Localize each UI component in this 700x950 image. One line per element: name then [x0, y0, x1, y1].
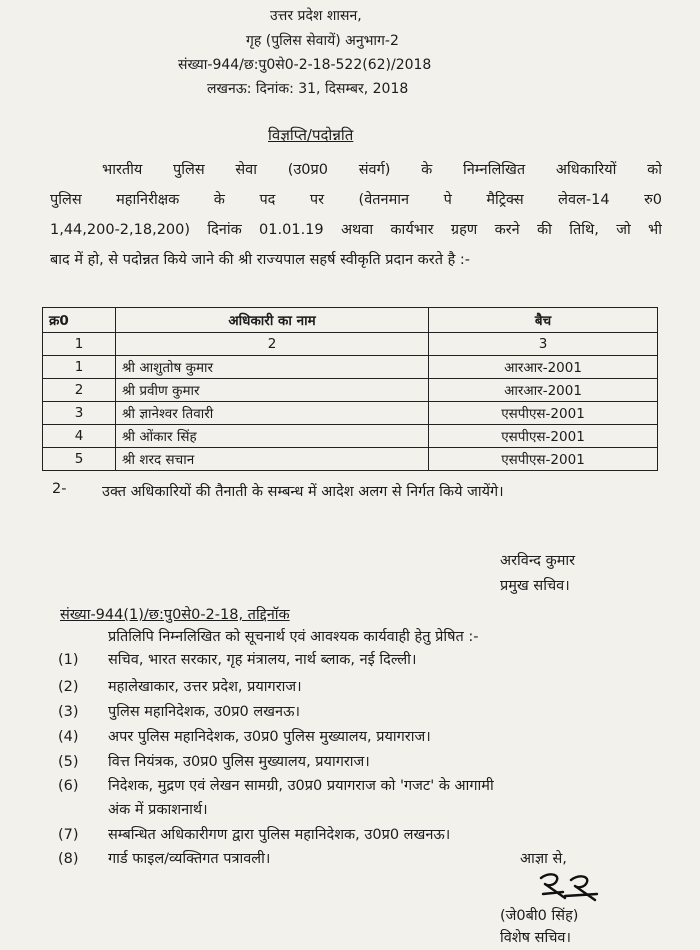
list-item-text: महालेखाकार, उत्तर प्रदेश, प्रयागराज।	[108, 679, 302, 695]
paragraph-line: भारतीय पुलिस सेवा (उ0प्र0 संवर्ग) के निम्नलिखित अधिकारियों को	[102, 162, 662, 178]
list-item-text: गार्ड फाइल/व्यक्तिगत पत्रावली।	[108, 851, 271, 867]
table-row	[43, 425, 658, 448]
paragraph-line: 1,44,200-2,18,200) दिनांक 01.01.19 अथवा कार्यभार ग्रहण करने की तिथि, जो भी	[50, 222, 662, 238]
batch-cell: आरआर-2001	[429, 356, 658, 379]
signatory-name: अरविन्द कुमार	[500, 553, 576, 569]
list-item-number: (6)	[58, 778, 79, 794]
serial-cell: 3	[43, 402, 116, 425]
serial-cell: 5	[43, 448, 116, 471]
note-text: उक्त अधिकारियों की तैनाती के सम्बन्ध में आदेश अलग से निर्गत किये जायेंगे।	[102, 484, 504, 500]
table-number-row	[43, 333, 658, 356]
letter-number: संख्या-944/छ:पु0से0-2-18-522(62)/2018	[178, 57, 432, 73]
list-item-number: (5)	[58, 754, 79, 770]
table-row	[43, 356, 658, 379]
list-item-number: (1)	[58, 652, 79, 668]
list-item-text: सचिव, भारत सरकार, गृह मंत्रालय, नार्थ ब्लाक, नई दिल्ली।	[108, 652, 417, 668]
table-row	[43, 402, 658, 425]
body-paragraph	[50, 155, 662, 275]
col-serial-header: क्र0	[43, 308, 116, 333]
serial-cell: 1	[43, 356, 116, 379]
handwritten-signature	[535, 870, 605, 906]
col-batch-header: बैच	[429, 308, 658, 333]
col-name-header: अधिकारी का नाम	[116, 308, 429, 333]
list-item-text: पुलिस महानिदेशक, उ0प्र0 लखनऊ।	[108, 704, 300, 720]
officer-name-cell: श्री ओंकार सिंह	[116, 425, 429, 448]
list-item-number: (7)	[58, 827, 79, 843]
copy-intro: प्रतिलिपि निम्नलिखित को सूचनार्थ एवं आवश्यक कार्यवाही हेतु प्रेषित :-	[108, 629, 479, 645]
officer-name-cell: श्री शरद सचान	[116, 448, 429, 471]
list-item-text: अपर पुलिस महानिदेशक, उ0प्र0 पुलिस मुख्यालय, प्रयागराज।	[108, 729, 431, 745]
officer-name-cell: श्री आशुतोष कुमार	[116, 356, 429, 379]
department: गृह (पुलिस सेवायें) अनुभाग-2	[246, 33, 399, 49]
signatory-designation: प्रमुख सचिव।	[500, 578, 570, 594]
place-date: लखनऊ: दिनांक: 31, दिसम्बर, 2018	[207, 81, 409, 97]
copy-reference-number: संख्या-944(1)/छ:पु0से0-2-18, तद्दिनॉक	[60, 607, 290, 623]
list-item-number: (2)	[58, 679, 79, 695]
table-row	[43, 379, 658, 402]
note-number: 2-	[52, 481, 67, 497]
officer-name-cell: श्री ज्ञानेश्वर तिवारी	[116, 402, 429, 425]
list-item-number: (8)	[58, 851, 79, 867]
paragraph-line: बाद में हो, से पदोन्नत किये जाने की श्री राज्यपाल सहर्ष स्वीकृति प्रदान करते है :-	[50, 252, 471, 268]
batch-cell: आरआर-2001	[429, 379, 658, 402]
signatory-designation: विशेष सचिव।	[500, 930, 571, 946]
list-item-number: (3)	[58, 704, 79, 720]
batch-cell: एसपीएस-2001	[429, 425, 658, 448]
batch-cell: एसपीएस-2001	[429, 402, 658, 425]
list-item-number: (4)	[58, 729, 79, 745]
document-title: विज्ञप्ति/पदोन्नति	[268, 126, 354, 144]
by-order-text: आज्ञा से,	[520, 851, 567, 867]
batch-cell: एसपीएस-2001	[429, 448, 658, 471]
list-item-text: वित्त नियंत्रक, उ0प्र0 पुलिस मुख्यालय, प्रयागराज।	[108, 754, 370, 770]
serial-cell: 4	[43, 425, 116, 448]
col-number: 1	[43, 333, 116, 356]
signatory-name: (जे0बी0 सिंह)	[500, 908, 579, 924]
officers-table	[42, 307, 658, 471]
list-item-text: निदेशक, मुद्रण एवं लेखन सामग्री, उ0प्र0 प्रयागराज को 'गजट' के आगामी अंक में प्रकाशनार्थ।	[108, 778, 494, 818]
table-header-row	[43, 308, 658, 333]
list-item-text: सम्बन्धित अधिकारीगण द्वारा पुलिस महानिदेशक, उ0प्र0 लखनऊ।	[108, 827, 451, 843]
table-row	[43, 448, 658, 471]
col-number: 2	[116, 333, 429, 356]
officer-name-cell: श्री प्रवीण कुमार	[116, 379, 429, 402]
serial-cell: 2	[43, 379, 116, 402]
paragraph-line: पुलिस महानिरीक्षक के पद पर (वेतनमान पे मैट्रिक्स लेवल-14 रु0	[50, 192, 662, 208]
govt-name: उत्तर प्रदेश शासन,	[270, 8, 362, 24]
col-number: 3	[429, 333, 658, 356]
